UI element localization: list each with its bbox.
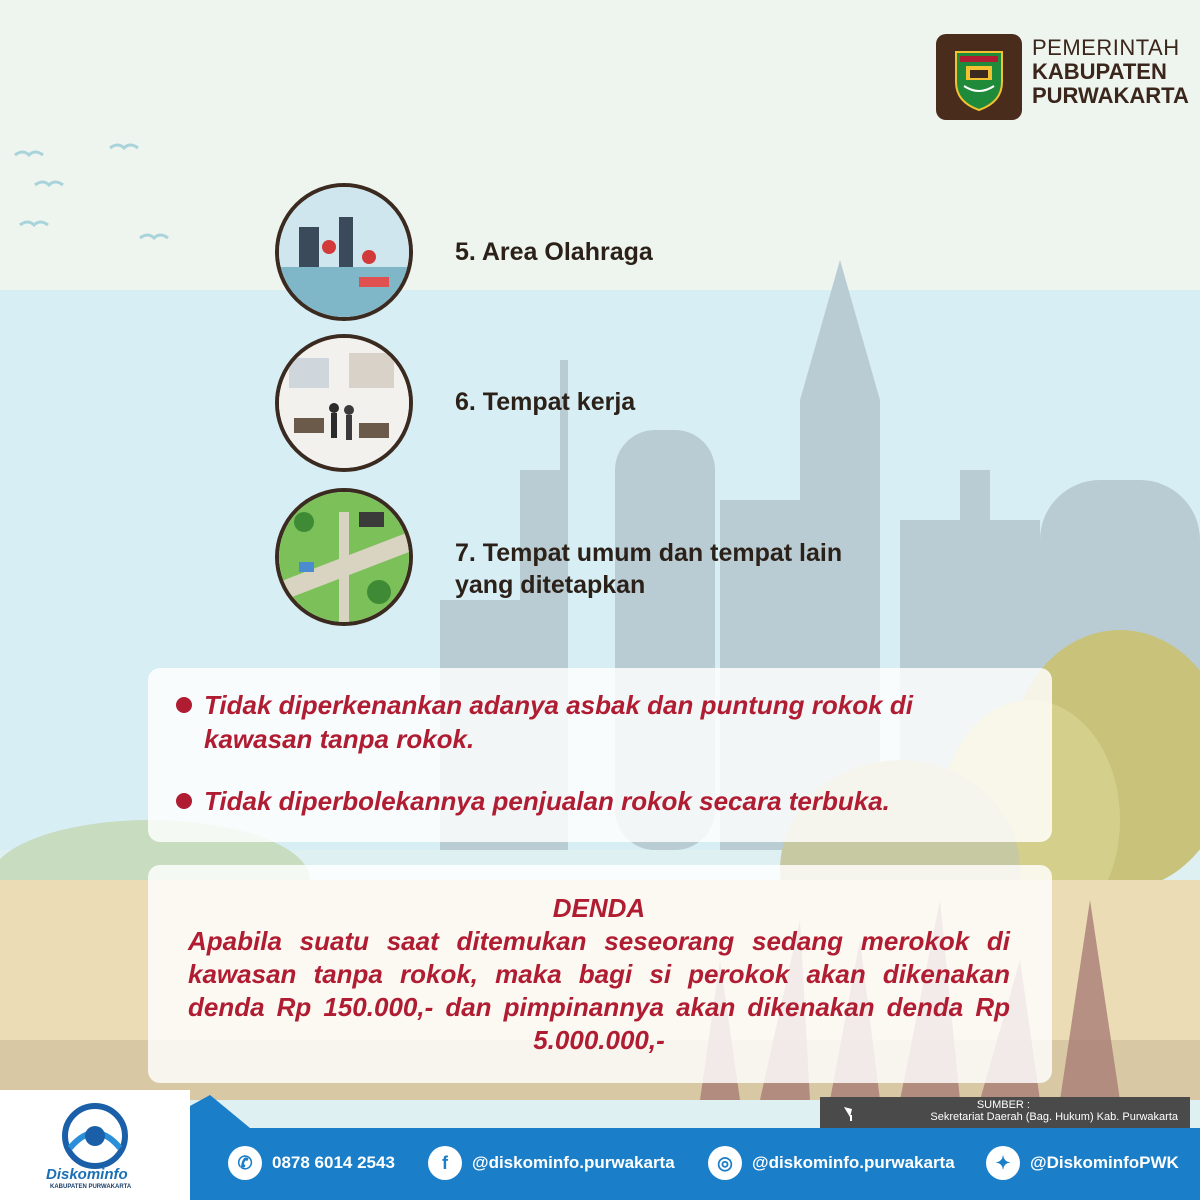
gym-illustration <box>275 183 413 321</box>
item-6-label: 6. Tempat kerja <box>455 388 636 416</box>
government-title <box>1032 36 1189 108</box>
gov-line-2: KABUPATEN <box>1032 59 1167 84</box>
instagram-icon: ◎ <box>708 1146 742 1180</box>
office-illustration <box>275 334 413 472</box>
diskominfo-brand: Diskominfo <box>46 1166 128 1183</box>
whatsapp-number: 0878 6014 2543 <box>272 1153 395 1172</box>
park-illustration <box>275 488 413 626</box>
rule-1 <box>176 688 1036 756</box>
bullet-icon <box>176 697 192 713</box>
gov-line-3: PURWAKARTA <box>1032 83 1189 108</box>
item-7-label <box>455 537 842 601</box>
denda-title: DENDA <box>552 893 646 923</box>
twitter-icon: ✦ <box>986 1146 1020 1180</box>
diskominfo-brand-sub: KABUPATEN PURWAKARTA <box>50 1184 132 1190</box>
rule-1-line-1: Tidak diperkenankan adanya asbak dan puntung rokok di <box>204 690 913 720</box>
source-bar <box>820 1097 1190 1129</box>
facebook-handle: @diskominfo.purwakarta <box>472 1153 675 1172</box>
item-7-label-line-2: yang ditetapkan <box>455 571 646 599</box>
source-text: Sekretariat Daerah (Bag. Hukum) Kab. Purwakarta <box>930 1111 1178 1123</box>
government-logo <box>936 34 1022 120</box>
twitter-handle: @DiskominfoPWK <box>1030 1153 1179 1172</box>
whatsapp-icon: ✆ <box>228 1146 262 1180</box>
gov-line-1: PEMERINTAH <box>1032 35 1180 60</box>
instagram-contact[interactable] <box>708 1146 955 1180</box>
instagram-handle: @diskominfo.purwakarta <box>752 1153 955 1172</box>
rule-2-line-1: Tidak diperbolekannya penjualan rokok secara terbuka. <box>204 786 890 816</box>
source-label: SUMBER : <box>976 1099 1030 1111</box>
purwakarta-emblem-icon <box>936 34 1022 120</box>
twitter-contact[interactable] <box>986 1146 1179 1180</box>
rule-1-line-2: kawasan tanpa rokok. <box>204 724 475 754</box>
whatsapp-contact[interactable] <box>228 1146 395 1180</box>
item-5-label: 5. Area Olahraga <box>455 238 653 266</box>
facebook-contact[interactable] <box>428 1146 675 1180</box>
bullet-icon <box>176 793 192 809</box>
denda-text: Apabila suatu saat ditemukan seseorang sedang merokok di kawasan tanpa rokok, maka bagi si perokok akan dikenakan denda Rp 150.000,- dan pimpinannya akan dikenakan denda Rp 5.000.000,- <box>188 926 1010 1055</box>
denda-section <box>188 892 1010 1057</box>
pin-icon <box>840 1103 860 1123</box>
rule-2 <box>176 784 1036 818</box>
item-7-label-line-1: 7. Tempat umum dan tempat lain <box>455 539 843 567</box>
facebook-icon: f <box>428 1146 462 1180</box>
